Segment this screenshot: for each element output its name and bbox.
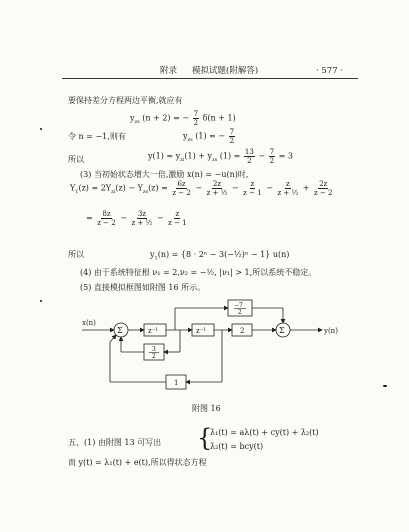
y1z-f3-num: z: [250, 180, 255, 188]
y1z-c: (z) − Y: [115, 183, 143, 193]
fb-into-sum1: [110, 335, 116, 342]
y1z2-frac2: [131, 210, 154, 227]
so1-frac1-den: 2: [247, 157, 252, 165]
so1-frac2-num: 7: [269, 148, 275, 156]
y1z-f5-den: z − 2: [314, 189, 333, 197]
intro-text: 要保持差分方程两边平衡,就应有: [68, 96, 183, 105]
y1z2-f3-den: z − 1: [168, 219, 187, 227]
y1z-op1: −: [195, 183, 203, 193]
header-rule: [62, 78, 358, 79]
output-label: y(n): [324, 327, 338, 335]
equation-3: [148, 148, 293, 165]
gain-top-den: 2: [238, 309, 242, 316]
eq2-frac-den: 2: [229, 137, 235, 145]
y1z-sub1: 1: [75, 189, 79, 196]
scan-speck-2: [40, 300, 42, 302]
y1z2-frac1: [96, 210, 116, 227]
page-number: · 577 ·: [316, 66, 344, 76]
y1z2-f2-den: z + ½: [131, 219, 153, 227]
q5-brace: {: [197, 424, 213, 452]
y1z-f1-den: z − 2: [172, 189, 191, 197]
step4-text: (4) 由于系统特征根 ν₁ = 2,ν₂ = −½, |ν₁| > 1,所以系统不稳定。: [80, 268, 317, 277]
eq1-symbol: y: [130, 113, 135, 123]
so1-frac1-num: 13: [244, 148, 254, 156]
y1z2-f2-num: 3z: [137, 210, 146, 218]
input-label: x(n): [82, 319, 96, 327]
eq2-symbol: y: [183, 131, 188, 141]
y1n-subscript: 1: [154, 255, 158, 262]
so1-prefix: 所以: [68, 155, 84, 164]
so1-frac2-den: 2: [269, 157, 275, 165]
q5-prefix: 五、(1) 由附图 13 可写出: [68, 438, 162, 447]
y1n-rest: (n) = {8 · 2ⁿ − 3(−½)ⁿ − 1} u(n): [157, 250, 290, 259]
eq2-middle: (1) = −: [195, 131, 226, 141]
so1-part2: (1) + y: [184, 151, 213, 161]
gain-half-den: 2: [152, 353, 156, 360]
gain-2-label: 2: [240, 327, 245, 335]
eq1-middle: (n + 2) = −: [142, 113, 190, 123]
y1z2-op1: −: [120, 213, 127, 223]
equation-1: [130, 110, 236, 127]
y1z-f4-num: z: [285, 180, 290, 188]
y1z-Y: Y: [70, 183, 76, 193]
scan-speck-1: [40, 128, 42, 130]
so2-prefix: 所以: [68, 250, 84, 259]
y1z-f4-den: z + ½: [277, 189, 299, 197]
step3-text: (3) 当初始状态增大一倍,激励 x(n) = −u(n)时,: [80, 170, 249, 179]
scan-speck-3: [383, 385, 387, 387]
so1-part3: (1) =: [219, 151, 241, 161]
block-diagram: [80, 298, 360, 398]
eq1-frac-den: 2: [193, 119, 199, 127]
delay-2-label: z⁻¹: [196, 327, 207, 335]
y1z2-eq: =: [86, 213, 93, 223]
q5-eq1: λ̇₁(t) = aλ(t) + cy(t) + λ̇₂(t): [210, 428, 319, 437]
y1z-sub3: zs: [142, 189, 149, 196]
so1-end: = 3: [278, 151, 293, 161]
y1n-symbol: y: [150, 250, 155, 259]
y1z-op2: −: [231, 183, 239, 193]
equation-y1n: [150, 250, 289, 264]
q5-last: 而 y(t) = λ₁(t) + e(t),所以得状态方程: [68, 458, 207, 467]
so1-sub1: zi: [180, 157, 185, 164]
y1z-f2-num: 2z: [212, 180, 222, 188]
so1-part1: y(1) = y: [148, 151, 181, 161]
y1z-frac3: [242, 180, 262, 197]
y1z-f5-num: 2z: [319, 180, 328, 188]
summer-1-symbol: Σ: [117, 326, 123, 335]
figure-caption: 附图 16: [192, 404, 221, 413]
y1z-op3: −: [266, 183, 273, 193]
eq2-subscript: zs: [187, 137, 193, 144]
eq1-right: δ(n + 1): [202, 113, 236, 123]
header-title: 模拟试题(附解答): [192, 66, 259, 76]
gain-half-num: 3: [152, 346, 156, 353]
y1z-frac5: [313, 180, 333, 197]
gain-top-num: −7: [234, 302, 243, 309]
equation-y1z-simplified: [86, 210, 189, 227]
equation-2: [183, 128, 236, 145]
y1z-frac1: [171, 180, 191, 197]
y1z2-f3-num: z: [175, 210, 180, 218]
so1-frac1: [244, 148, 255, 165]
eq2-fraction: [229, 128, 235, 145]
header-left: 附录: [160, 66, 178, 76]
y1z-f1-num: 6z: [177, 180, 186, 188]
y1z-f3-den: z − 1: [243, 189, 262, 197]
y1z-op4: +: [302, 183, 310, 193]
y1z2-f1-num: 8z: [102, 210, 111, 218]
y1z-frac4: [276, 180, 299, 197]
so1-minus: −: [258, 151, 266, 161]
eq1-fraction: [193, 110, 199, 127]
eq1-frac-num: 7: [193, 110, 199, 118]
equation-y1z: [70, 180, 335, 197]
y1z-b: (z) = 2Y: [78, 183, 112, 193]
y1z-frac2: [206, 180, 229, 197]
y1z-sub2: zi: [111, 189, 116, 196]
delay-1-label: z⁻¹: [148, 327, 159, 335]
let-text: 令 n = −1,则有: [68, 132, 126, 141]
y1z2-frac3: [167, 210, 187, 227]
y1z-f2-den: z + ½: [206, 189, 228, 197]
step5-text: (5) 直接模拟框图如附图 16 所示。: [80, 283, 206, 292]
eq1-subscript: zs: [134, 119, 140, 126]
summer-2-symbol: Σ: [279, 326, 285, 335]
q5-eq2: λ̇₂(t) = bcy(t): [210, 442, 264, 451]
gain-one-label: 1: [174, 379, 179, 387]
so1-sub2: zs: [212, 157, 218, 164]
y1z2-f1-den: z − 2: [97, 219, 116, 227]
eq2-frac-num: 7: [229, 128, 235, 136]
so1-frac2: [269, 148, 275, 165]
y1z-d: (z) =: [148, 183, 168, 193]
y1z2-op2: −: [156, 213, 164, 223]
